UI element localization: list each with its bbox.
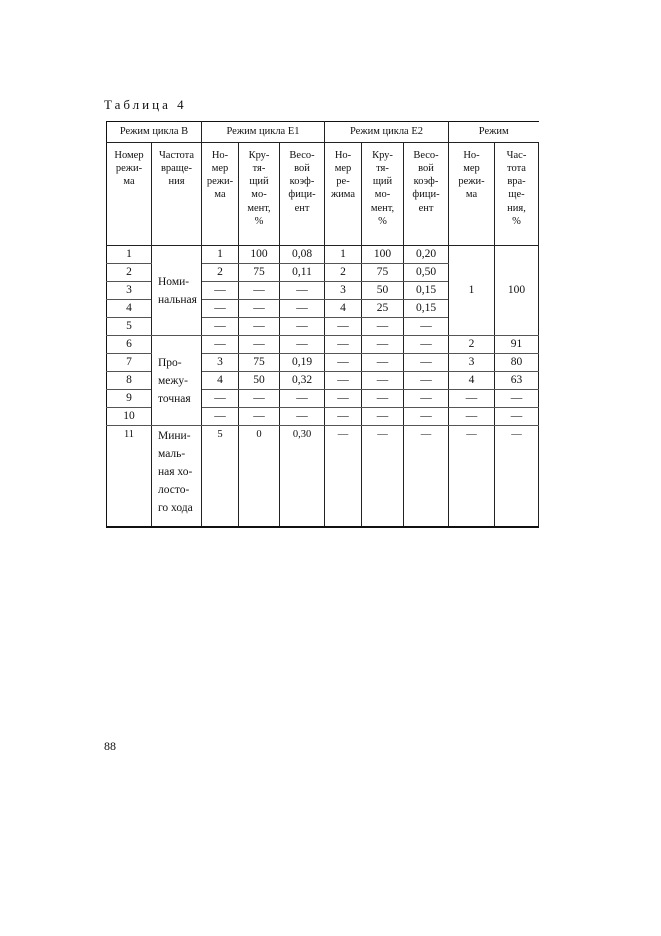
table-row: [107, 336, 539, 354]
e3-cell: —: [449, 408, 495, 426]
speed-group-label: Мини- маль- ная хо- лосто- го хода: [152, 426, 202, 528]
data-table: [106, 121, 539, 528]
e1-cell: —: [202, 390, 239, 408]
header-cell: Но- мер режи- ма: [449, 143, 495, 246]
e2-cell: —: [362, 426, 404, 528]
e2-cell: —: [404, 336, 449, 354]
e1-cell: —: [280, 390, 325, 408]
e1-cell: —: [280, 300, 325, 318]
e2-cell: —: [404, 318, 449, 336]
mode-number: 9: [107, 390, 152, 408]
e1-cell: —: [280, 318, 325, 336]
e3-cell: 1: [449, 246, 495, 336]
e2-cell: 3: [325, 282, 362, 300]
header-cell: Кру- тя- щий мо- мент, %: [239, 143, 280, 246]
header-cell: Номер режи- ма: [107, 143, 152, 246]
e2-cell: 25: [362, 300, 404, 318]
e3-cell: 3: [449, 354, 495, 372]
e1-cell: 3: [202, 354, 239, 372]
e2-cell: —: [404, 426, 449, 528]
e2-cell: 2: [325, 264, 362, 282]
mode-number: 11: [107, 426, 152, 528]
e2-cell: —: [404, 354, 449, 372]
header-cell: Весо- вой коэф- фици- ент: [404, 143, 449, 246]
e2-cell: —: [362, 336, 404, 354]
e1-cell: —: [202, 336, 239, 354]
mode-number: 10: [107, 408, 152, 426]
e2-cell: —: [325, 390, 362, 408]
e1-cell: 75: [239, 354, 280, 372]
table-row: [107, 246, 539, 264]
e1-cell: —: [239, 318, 280, 336]
e1-cell: 0,32: [280, 372, 325, 390]
e1-cell: 2: [202, 264, 239, 282]
e2-cell: —: [325, 336, 362, 354]
header-group: Режим цикла E1: [202, 122, 325, 143]
page-number: 88: [104, 739, 116, 753]
e1-cell: —: [239, 390, 280, 408]
e3-cell: —: [449, 426, 495, 528]
e1-cell: —: [239, 300, 280, 318]
e2-cell: —: [325, 354, 362, 372]
header-group: Режим: [449, 122, 539, 143]
mode-number: 6: [107, 336, 152, 354]
e2-cell: —: [325, 372, 362, 390]
e2-cell: —: [362, 390, 404, 408]
e2-cell: 1: [325, 246, 362, 264]
e1-cell: 75: [239, 264, 280, 282]
e1-cell: 0,30: [280, 426, 325, 528]
e3-cell: —: [495, 390, 539, 408]
e1-cell: 0,08: [280, 246, 325, 264]
e1-cell: —: [280, 282, 325, 300]
e2-cell: 75: [362, 264, 404, 282]
e2-cell: —: [362, 354, 404, 372]
e1-cell: 0,11: [280, 264, 325, 282]
e2-cell: —: [362, 318, 404, 336]
header-cell: Частота враще- ния: [152, 143, 202, 246]
e3-cell: 100: [495, 246, 539, 336]
e1-cell: —: [202, 300, 239, 318]
mode-number: 8: [107, 372, 152, 390]
e2-cell: 50: [362, 282, 404, 300]
speed-group-label: Про- межу- точная: [152, 336, 202, 426]
mode-number: 1: [107, 246, 152, 264]
header-cell: Час- тота вра- ще- ния, %: [495, 143, 539, 246]
e1-cell: —: [280, 408, 325, 426]
e1-cell: —: [202, 282, 239, 300]
header-cell: Но- мер ре- жима: [325, 143, 362, 246]
e1-cell: 0: [239, 426, 280, 528]
speed-group-label: Номи- нальная: [152, 246, 202, 336]
e1-cell: —: [202, 408, 239, 426]
table-row: [107, 426, 539, 528]
e3-cell: 4: [449, 372, 495, 390]
e2-cell: —: [362, 372, 404, 390]
e1-cell: —: [239, 336, 280, 354]
e1-cell: —: [202, 318, 239, 336]
header-group: Режим цикла E2: [325, 122, 449, 143]
e1-cell: 100: [239, 246, 280, 264]
e1-cell: —: [239, 282, 280, 300]
e1-cell: 50: [239, 372, 280, 390]
e2-cell: —: [325, 318, 362, 336]
mode-number: 4: [107, 300, 152, 318]
e2-cell: —: [362, 408, 404, 426]
mode-number: 7: [107, 354, 152, 372]
e3-cell: —: [449, 390, 495, 408]
e2-cell: —: [404, 372, 449, 390]
e1-cell: —: [280, 336, 325, 354]
mode-number: 3: [107, 282, 152, 300]
e2-cell: —: [404, 390, 449, 408]
e2-cell: —: [325, 408, 362, 426]
header-group: Режим цикла B: [107, 122, 202, 143]
e2-cell: 0,50: [404, 264, 449, 282]
header-cell: Но- мер режи- ма: [202, 143, 239, 246]
header-cell: Весо- вой коэф- фици- ент: [280, 143, 325, 246]
e2-cell: 0,20: [404, 246, 449, 264]
e2-cell: —: [404, 408, 449, 426]
e3-cell: 80: [495, 354, 539, 372]
e3-cell: —: [495, 408, 539, 426]
header-cell: Кру- тя- щий мо- мент, %: [362, 143, 404, 246]
e1-cell: 1: [202, 246, 239, 264]
e3-cell: 2: [449, 336, 495, 354]
e2-cell: 4: [325, 300, 362, 318]
e1-cell: 4: [202, 372, 239, 390]
e2-cell: 0,15: [404, 300, 449, 318]
e2-cell: 100: [362, 246, 404, 264]
e2-cell: 0,15: [404, 282, 449, 300]
e3-cell: —: [495, 426, 539, 528]
mode-number: 2: [107, 264, 152, 282]
e3-cell: 91: [495, 336, 539, 354]
e1-cell: 0,19: [280, 354, 325, 372]
e1-cell: 5: [202, 426, 239, 528]
mode-number: 5: [107, 318, 152, 336]
table-caption: Таблица 4: [104, 97, 187, 112]
e1-cell: —: [239, 408, 280, 426]
e3-cell: 63: [495, 372, 539, 390]
e2-cell: —: [325, 426, 362, 528]
